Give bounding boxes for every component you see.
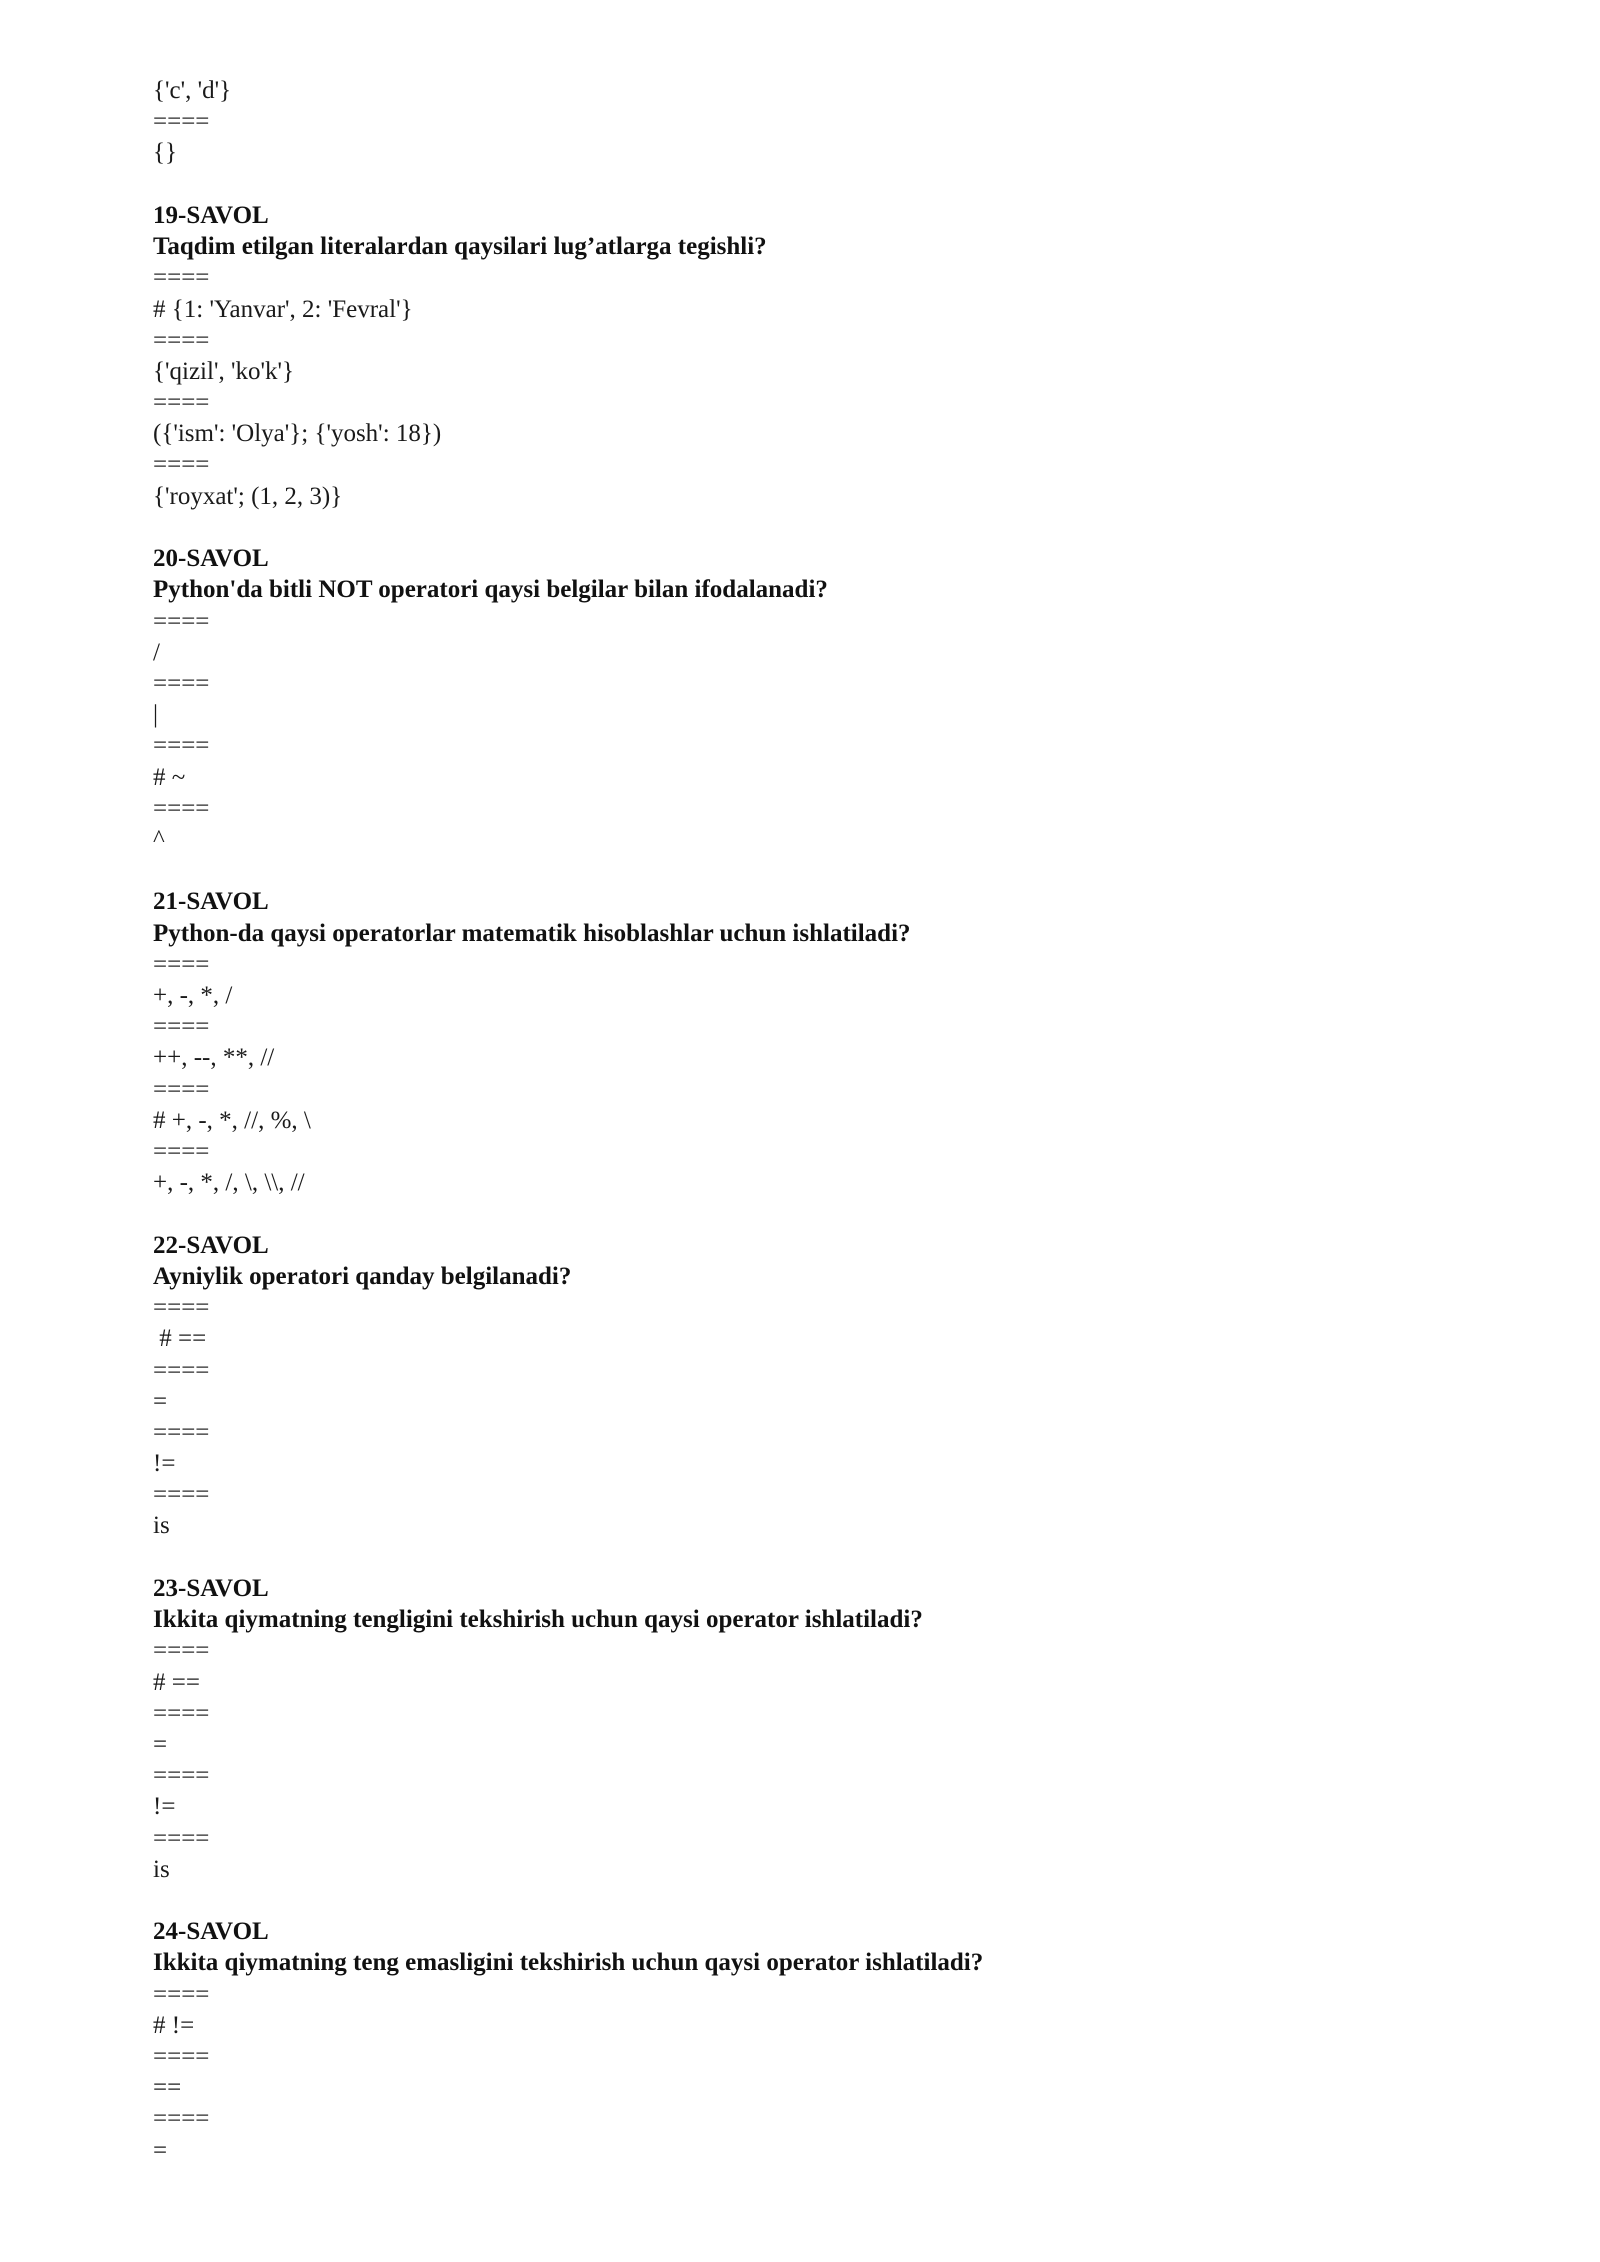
separator: ==== — [153, 1824, 210, 1852]
question-text: Ikkita qiymatning teng emasligini tekshirish uchun qaysi operator ishlatiladi? — [153, 1949, 984, 1977]
answer-option: = — [153, 2136, 168, 2164]
question-number: 22-SAVOL — [153, 1231, 269, 1259]
question-block — [153, 200, 1453, 512]
question-number: 19-SAVOL — [153, 201, 269, 229]
separator: ==== — [153, 732, 210, 760]
separator: ==== — [153, 326, 210, 354]
answer-option: # +, -, *, //, %, \ — [153, 1106, 311, 1134]
separator: ==== — [153, 1137, 210, 1165]
question-text: Ayniylik operatori qanday belgilanadi? — [153, 1262, 572, 1290]
separator: ==== — [153, 1075, 210, 1103]
separator: ==== — [153, 264, 210, 292]
separator: ==== — [153, 607, 210, 635]
question-number: 20-SAVOL — [153, 545, 269, 573]
option-text: {'c', 'd'} — [153, 77, 232, 104]
answer-option: +, -, *, /, \, \\, // — [153, 1169, 305, 1197]
question-block — [153, 1916, 1453, 2166]
answer-option: # != — [153, 2011, 195, 2039]
question-text: Python'da bitli NOT operatori qaysi belgilar bilan ifodalanadi? — [153, 576, 828, 604]
separator: ==== — [153, 389, 210, 417]
answer-option: | — [153, 701, 159, 729]
previous-question-fragment — [153, 75, 1453, 169]
question-number: 23-SAVOL — [153, 1575, 269, 1603]
question-block — [153, 1573, 1453, 1885]
question-text: Python-da qaysi operatorlar matematik hisoblashlar uchun ishlatiladi? — [153, 919, 911, 947]
answer-option: == — [153, 2074, 182, 2102]
separator: ==== — [153, 1418, 210, 1446]
answer-option: = — [153, 1730, 168, 1758]
answer-option: {'qizil', 'ko'k'} — [153, 357, 294, 385]
question-number: 24-SAVOL — [153, 1918, 269, 1946]
separator: ==== — [153, 1481, 210, 1509]
answer-option: # == — [153, 1325, 207, 1353]
question-text: Ikkita qiymatning tengligini tekshirish uchun qaysi operator ishlatiladi? — [153, 1606, 923, 1634]
separator: ==== — [153, 1013, 210, 1041]
separator: ==== — [153, 108, 210, 136]
option-text: {} — [153, 139, 177, 167]
answer-option: = — [153, 1387, 168, 1415]
separator: ==== — [153, 1356, 210, 1384]
answer-option: is — [153, 1855, 170, 1883]
separator: ==== — [153, 950, 210, 978]
answer-option: / — [153, 638, 160, 666]
separator: ==== — [153, 669, 210, 697]
answer-option: != — [153, 1793, 176, 1821]
question-block — [153, 543, 1453, 855]
question-number: 21-SAVOL — [153, 888, 269, 916]
separator: ==== — [153, 794, 210, 822]
question-block — [153, 886, 1453, 1198]
answer-option: is — [153, 1512, 170, 1540]
answer-option: ({'ism': 'Olya'}; {'yosh': 18}) — [153, 420, 442, 448]
answer-option: # ~ — [153, 763, 186, 791]
separator: ==== — [153, 1980, 210, 2008]
answer-option: ^ — [153, 825, 165, 853]
separator: ==== — [153, 1637, 210, 1665]
separator: ==== — [153, 2105, 210, 2133]
answer-option: != — [153, 1450, 176, 1478]
answer-option: ++, --, **, // — [153, 1044, 275, 1072]
question-block — [153, 1230, 1453, 1542]
question-text: Taqdim etilgan literalardan qaysilari lug’atlarga tegishli? — [153, 233, 767, 261]
answer-option: # {1: 'Yanvar', 2: 'Fevral'} — [153, 295, 413, 323]
answer-option: {'royxat'; (1, 2, 3)} — [153, 482, 343, 510]
separator: ==== — [153, 1699, 210, 1727]
quiz-content — [153, 75, 1453, 2166]
separator: ==== — [153, 1762, 210, 1790]
separator: ==== — [153, 451, 210, 479]
answer-option: # == — [153, 1668, 200, 1696]
separator: ==== — [153, 1294, 210, 1322]
separator: ==== — [153, 2043, 210, 2071]
answer-option: +, -, *, / — [153, 982, 233, 1010]
